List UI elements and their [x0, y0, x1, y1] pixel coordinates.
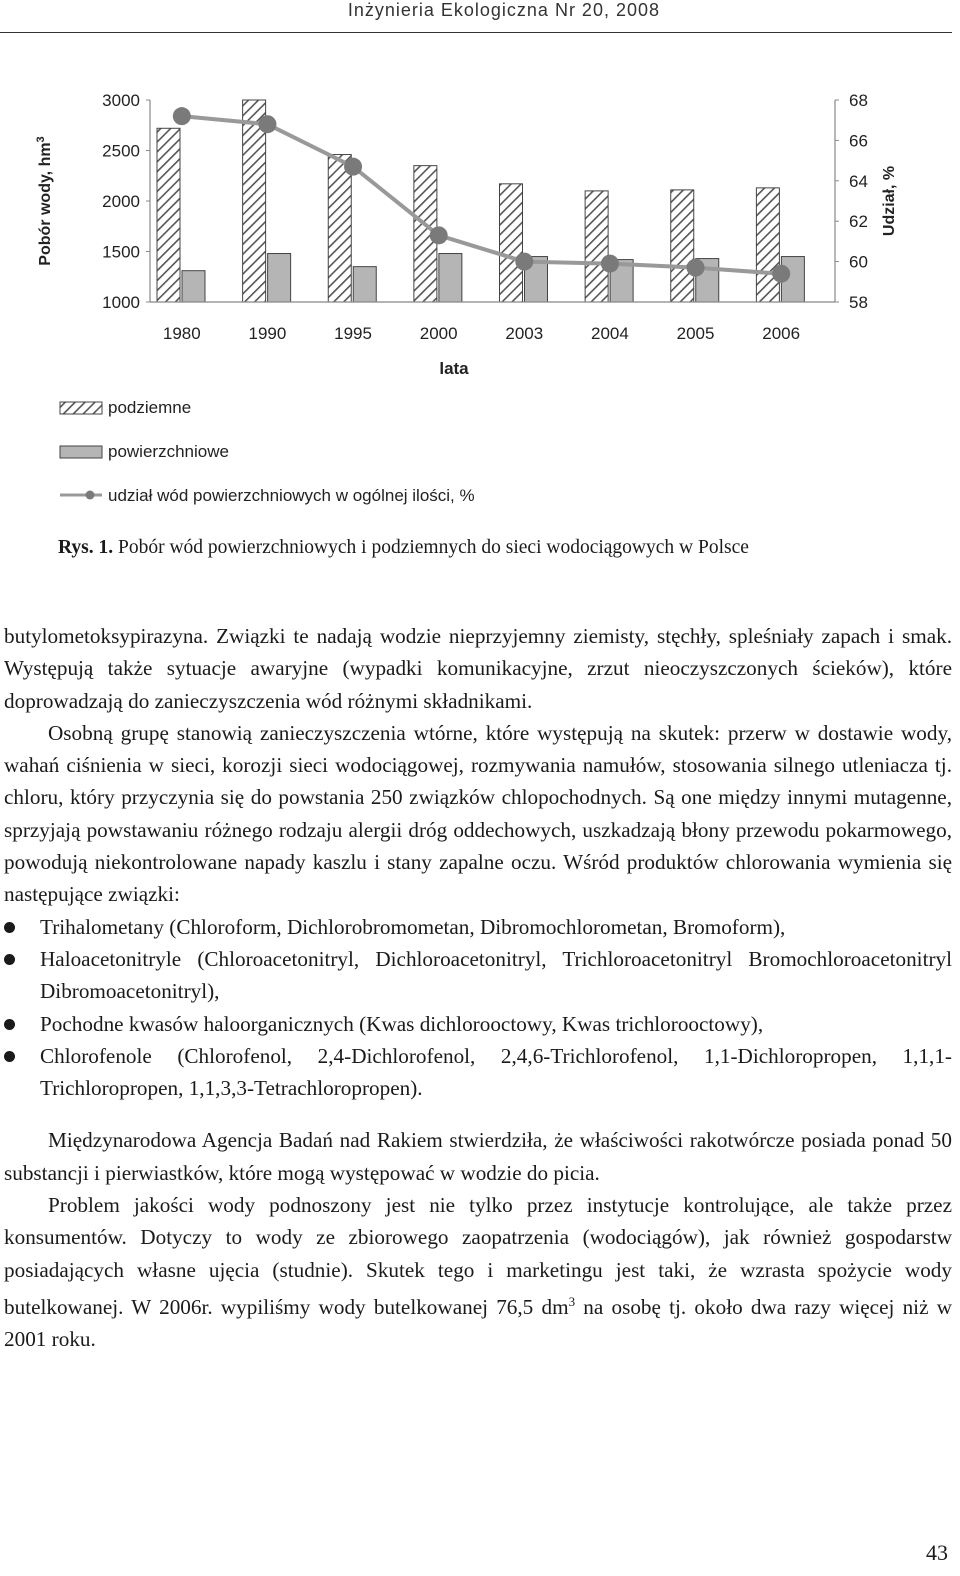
- compound-list: [4, 911, 952, 1105]
- caption-text: Pobór wód powierzchniowych i podziemnych do sieci wodociągowych w Polsce: [118, 537, 749, 558]
- y2-tick-label: 66: [849, 131, 868, 151]
- legend-label-podziemne: podziemne: [108, 398, 192, 417]
- bar-podziemne: [585, 191, 608, 302]
- bar-powierzchniowe: [268, 254, 291, 302]
- caption-label: Rys. 1.: [58, 537, 114, 558]
- running-head-text: Inżynieria Ekologiczna Nr 20, 2008: [347, 0, 660, 20]
- share-point: [772, 265, 790, 283]
- x-tick-label: 2004: [591, 324, 629, 343]
- y-tick-label: 2000: [102, 192, 140, 211]
- bar-podziemne: [157, 128, 180, 302]
- figure-caption: [58, 537, 749, 559]
- x-tick-label: 2000: [419, 324, 458, 343]
- bar-powierzchniowe: [439, 254, 462, 302]
- y2-tick-label: 60: [849, 252, 868, 272]
- y2-tick-label: 62: [849, 212, 868, 232]
- list-item: Pochodne kwasów haloorganicznych (Kwas dichlorooctowy, Kwas trichlorooctowy),: [4, 1008, 952, 1040]
- y2-axis-label: Udział, %: [881, 165, 898, 237]
- page-number: 43: [926, 1540, 948, 1565]
- x-tick-label: 1990: [248, 324, 287, 343]
- paragraph-3: Międzynarodowa Agencja Badań nad Rakiem stwierdziła, że właściwości rakotwórcze posiada ponad 50 substancji i pierwiastków, które mogą występować w wodzie do picia.: [4, 1128, 952, 1185]
- bar-powierzchniowe: [353, 267, 376, 302]
- share-point: [258, 115, 276, 133]
- y-axis-label: [35, 136, 54, 265]
- x-tick-label: 1995: [334, 324, 372, 343]
- y-tick-label: 3000: [102, 91, 140, 110]
- bar-podziemne: [328, 155, 351, 302]
- y-tick-label: 2500: [102, 141, 140, 161]
- bullet-icon: [4, 954, 15, 965]
- paragraph-1: butylometoksypirazyna. Związki te nadają wodzie nieprzyjemny ziemisty, stęchły, spleśniały zapach i smak. Występują także sytuacje awaryjne (wypadki komunikacyjne, zrzut nieoczyszczonych ścieków), które doprowadzają do zanieczyszczenia wód różnymi składnikami.: [4, 624, 952, 713]
- list-item: Trihalometany (Chloroform, Dichlorobromometan, Dibromochlorometan, Bromoform),: [4, 911, 952, 943]
- bullet-icon: [4, 1019, 15, 1030]
- bullet-icon: [4, 922, 15, 933]
- list-item: Chlorofenole (Chlorofenol, 2,4-Dichlorofenol, 2,4,6-Trichlorofenol, 1,1-Dichloropropen, 1,1,1-Trichloropropen, 1,1,3,3-Tetrachloropropen).: [4, 1040, 952, 1105]
- y-axis-label-main: Pobór wody, hm: [37, 142, 54, 266]
- x-axis-label: lata: [439, 359, 469, 378]
- x-tick-label: 2006: [762, 324, 801, 343]
- list-item: Haloacetonitryle (Chloroacetonitryl, Dichloroacetonitryl, Trichloroacetonitryl Bromochloroacetonitryl Dibromoacetonitryl),: [4, 943, 952, 1008]
- legend: [60, 398, 475, 505]
- bullet-icon: [4, 1051, 15, 1062]
- share-point: [344, 158, 362, 176]
- paragraph-4: Problem jakości wody podnoszony jest nie tylko przez instytucje kontrolujące, ale także przez konsumentów. Dotyczy to wody ze zbiorowego zaopatrzenia (wodociągów), jak również gospodarstw posiadających własne ujęcia (studnie). Skutek tego i marketingu jest taki, że wzrasta spożycie wody butelkowanej. W 2006r. wypiliśmy wody butelkowanej 76,5 $dm^3$ na osobę tj. około dwa razy więcej niż w 2001 roku.: [4, 1193, 952, 1352]
- running-head: [0, 0, 952, 33]
- share-point: [515, 253, 533, 271]
- x-tick-label: 2003: [505, 324, 544, 343]
- legend-swatch-powierzchniowe: [60, 446, 102, 458]
- legend-swatch-podziemne: [60, 402, 102, 414]
- legend-label-powierzchniowe: powierzchniowe: [108, 442, 229, 461]
- legend-marker: [86, 491, 95, 500]
- superscript: 3: [568, 1293, 576, 1309]
- y-axis-label-sup: 3: [35, 136, 47, 143]
- bar-podziemne: [500, 184, 523, 302]
- share-point: [173, 107, 191, 125]
- y-tick-label: 1000: [102, 293, 140, 312]
- article-body: [4, 620, 952, 1356]
- y2-tick-label: 68: [849, 91, 868, 110]
- paragraph-2: Osobną grupę stanowią zanieczyszczenia wtórne, które występują na skutek: przerw w dostawie wody, wahań ciśnienia w sieci, korozji sieci wodociągowej, rozmywania namułów, stosowania silnego utleniacza tj. chloru, który przyczynia się do powstania 250 związków chlopochodnych. Są one między innymi mutagenne, sprzyjają powstawaniu różnego rodzaju alergii dróg oddechowych, uszkadzają błony przewodu pokarmowego, powodują niekontrolowane napady kaszlu i stany zapalne oczu. Wśród produktów chlorowania wymienia się następujące związki:: [4, 720, 952, 907]
- y2-tick-label: 58: [849, 293, 868, 312]
- legend-label-share: udział wód powierzchniowych w ogólnej ilości, %: [108, 486, 475, 505]
- water-intake-chart: [20, 80, 920, 520]
- x-tick-label: 1980: [162, 324, 201, 343]
- bar-podziemne: [671, 190, 694, 302]
- share-point: [687, 259, 705, 277]
- share-point: [601, 255, 619, 273]
- share-point: [430, 226, 448, 244]
- bar-powierzchniowe: [182, 271, 205, 302]
- y-tick-label: 1500: [102, 242, 140, 262]
- y2-tick-label: 64: [849, 171, 868, 191]
- x-tick-label: 2005: [676, 324, 715, 343]
- bar-podziemne: [756, 188, 779, 302]
